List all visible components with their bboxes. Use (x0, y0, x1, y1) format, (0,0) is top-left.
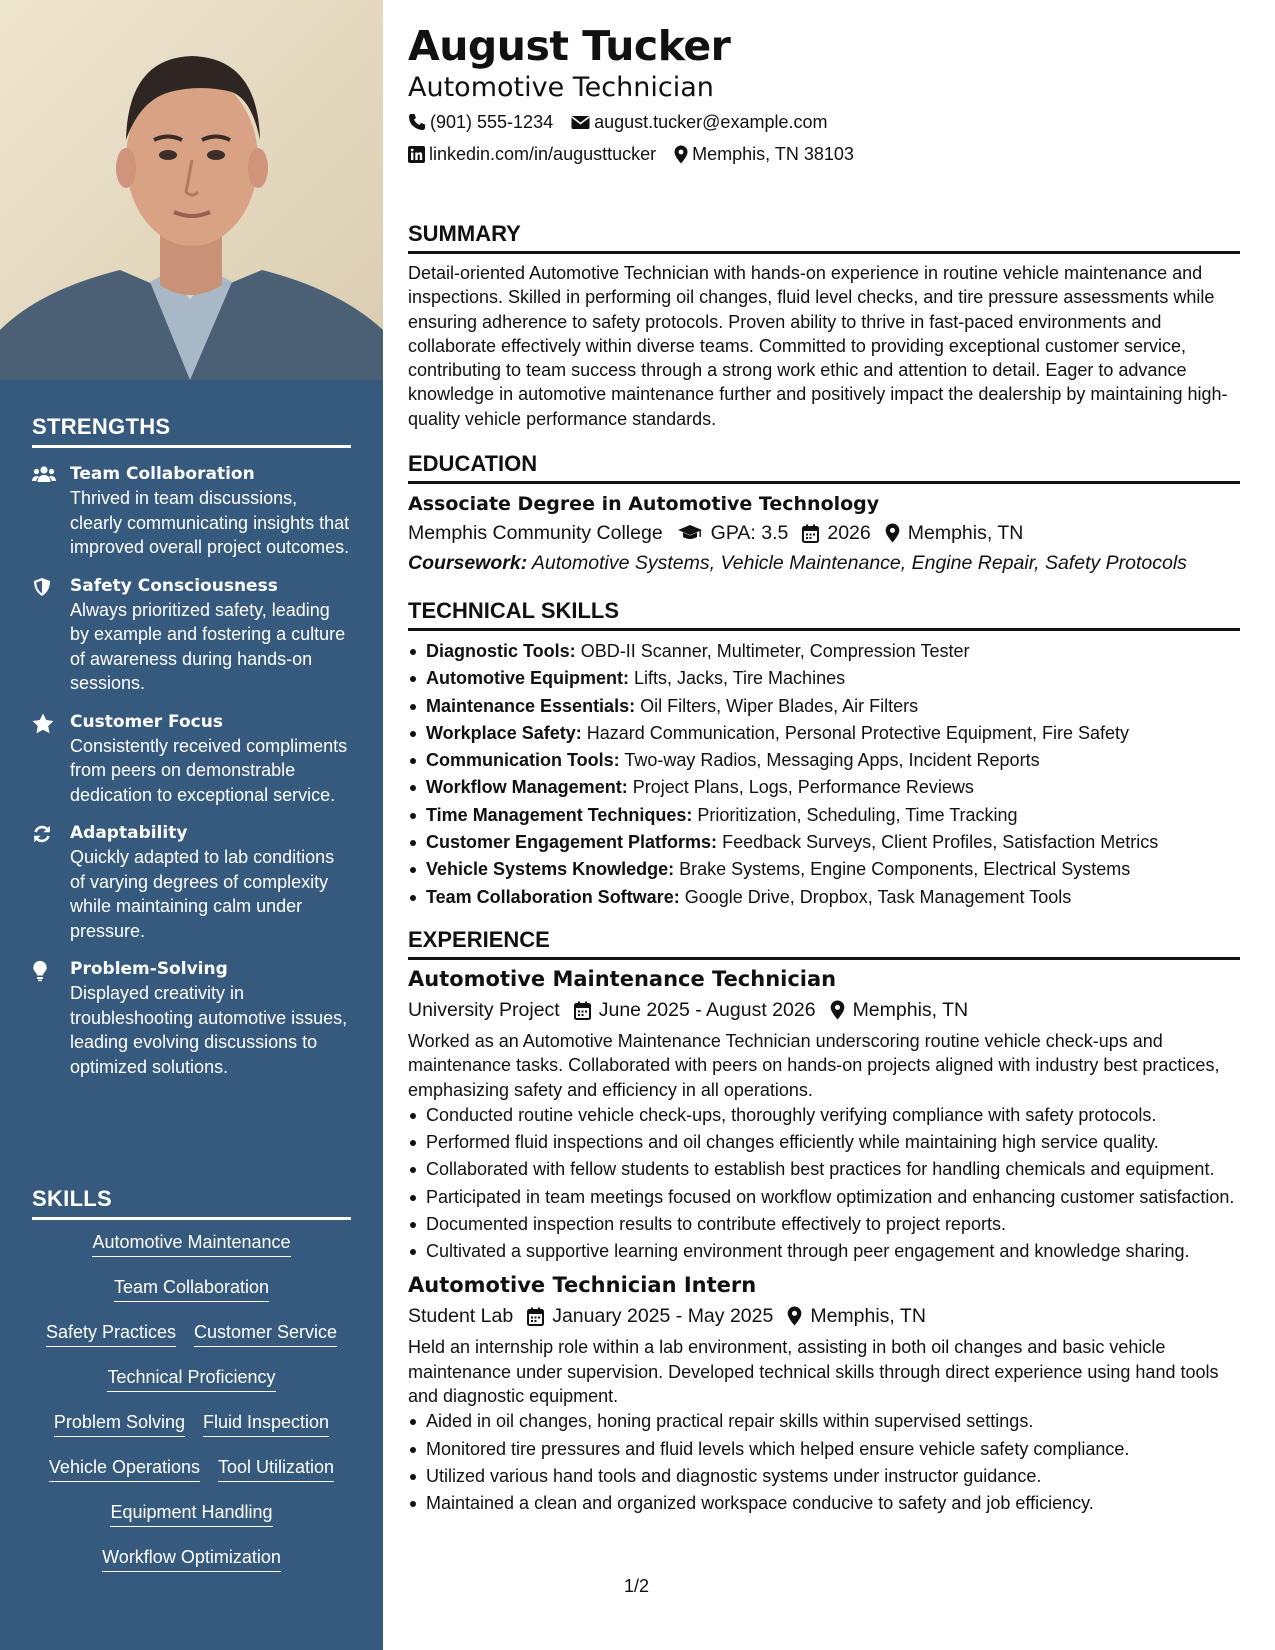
job-location (787, 1301, 926, 1331)
email-address: august.tucker@example.com (594, 112, 828, 132)
skill-label: Workflow Management: (426, 777, 628, 798)
job-location-text: Memphis, TN (810, 1305, 926, 1328)
technical-skills-title: TECHNICAL SKILLS (408, 597, 1240, 631)
summary-section (408, 220, 1240, 431)
coursework-list: Automotive Systems, Vehicle Maintenance, Engine Repair, Safety Protocols (531, 552, 1187, 574)
skill-value: Prioritization, Scheduling, Time Tracking (697, 804, 1018, 825)
map-pin-icon (674, 145, 688, 164)
skill-label: Time Management Techniques: (426, 804, 693, 825)
calendar-icon (527, 1307, 544, 1326)
candidate-role: Automotive Technician (408, 72, 714, 103)
skill-tag: Equipment Handling (110, 1500, 272, 1527)
gpa-item (677, 518, 789, 548)
graduation-year: 2026 (827, 522, 871, 544)
strength-item (32, 821, 351, 943)
skill-tag: Fluid Inspection (203, 1410, 329, 1437)
skill-tag: Team Collaboration (114, 1275, 269, 1302)
page-number: 1/2 (624, 1576, 650, 1596)
skill-label: Communication Tools: (426, 750, 620, 771)
list-item (408, 775, 1240, 800)
job-location (830, 995, 969, 1025)
sidebar (0, 0, 383, 1650)
skills-title: SKILLS (32, 1186, 351, 1220)
job-dates-text: January 2025 - May 2025 (552, 1305, 774, 1328)
strengths-section (32, 414, 351, 1079)
education-title: EDUCATION (408, 450, 1240, 484)
job-title: Automotive Maintenance Technician (408, 967, 837, 991)
strength-description: Thrived in team discussions, clearly communicating insights that improved overall project outcomes. (70, 488, 350, 557)
job-dates (527, 1301, 773, 1331)
skill-row (32, 1230, 351, 1275)
refresh-icon (32, 821, 70, 943)
skill-value: Google Drive, Dropbox, Task Management Tools (684, 886, 1072, 907)
email-contact[interactable] (571, 107, 827, 137)
skill-tag: Technical Proficiency (107, 1365, 275, 1392)
skill-label: Workplace Safety: (426, 722, 582, 743)
experience-title: EXPERIENCE (408, 926, 1240, 960)
profile-photo (0, 0, 383, 380)
phone-number: (901) 555-1234 (430, 112, 554, 132)
strength-description: Consistently received compliments from peers on demonstrable dedication to exceptional service. (70, 735, 348, 805)
skill-tag: Automotive Maintenance (92, 1230, 290, 1257)
list-item (408, 639, 1240, 664)
skill-label: Diagnostic Tools: (426, 641, 576, 661)
strength-item (32, 574, 351, 696)
skill-label: Vehicle Systems Knowledge: (426, 859, 675, 880)
education-section (408, 450, 1240, 578)
users-icon (32, 462, 70, 560)
job-dates-text: June 2025 - August 2026 (598, 999, 816, 1021)
list-item: Maintained a clean and organized workspace conducive to safety and job efficiency. (408, 1491, 1240, 1516)
education-location-text: Memphis, TN (907, 522, 1024, 544)
job-meta (408, 1301, 1240, 1331)
strength-item (32, 462, 351, 560)
strength-description: Always prioritized safety, leading by example and fostering a culture of awareness during hands-on sessions. (70, 599, 346, 693)
skill-row (32, 1275, 351, 1320)
map-pin-icon (830, 1000, 845, 1020)
job-summary: Held an internship role within a lab environment, assisting in both oil changes and basic vehicle maintenance under supervision. Developed technical skills through direct experience using hand tools and diagnostic equipment. (408, 1337, 1219, 1406)
skill-label: Customer Engagement Platforms: (426, 832, 718, 853)
education-meta (408, 518, 1240, 548)
job-summary: Worked as an Automotive Maintenance Technician underscoring routine vehicle check-ups and maintenance tasks. Collaborated with peers on hands-on projects aligned with industry best practices, emphasizing safety and efficiency in all operations. (408, 1031, 1220, 1100)
phone-contact[interactable] (408, 107, 553, 137)
education-location (885, 518, 1024, 548)
list-item (408, 694, 1240, 719)
job-bullets (408, 1409, 1240, 1516)
year-item (802, 518, 870, 548)
skill-row (32, 1500, 351, 1545)
strength-title: Team Collaboration (70, 464, 255, 484)
location-text: Memphis, TN 38103 (692, 144, 854, 164)
list-item (408, 803, 1240, 828)
linkedin-icon (408, 146, 425, 163)
resume-header (408, 20, 1240, 169)
list-item (408, 857, 1240, 882)
technical-skills-section (408, 597, 1240, 912)
calendar-icon (574, 1001, 591, 1020)
lightbulb-icon (32, 957, 70, 1079)
graduation-cap-icon (677, 524, 703, 542)
job-organization: University Project (408, 999, 560, 1021)
location-contact (674, 139, 854, 169)
job-title: Automotive Technician Intern (408, 1273, 757, 1298)
skill-label: Team Collaboration Software: (426, 886, 680, 907)
phone-icon (408, 113, 426, 131)
job-organization: Student Lab (408, 1305, 514, 1328)
skill-tag: Workflow Optimization (102, 1545, 281, 1572)
coursework-line (408, 548, 1240, 578)
skill-row (32, 1365, 351, 1410)
list-item (408, 666, 1240, 691)
skill-value: OBD-II Scanner, Multimeter, Compression Tester (580, 641, 970, 661)
degree-title: Associate Degree in Automotive Technology (408, 493, 880, 515)
strength-title: Adaptability (70, 823, 188, 843)
linkedin-contact[interactable] (408, 139, 656, 169)
list-item: Cultivated a supportive learning environment through peer engagement and knowledge sharing. (408, 1239, 1240, 1264)
gpa-value: GPA: 3.5 (710, 522, 789, 544)
skill-value: Oil Filters, Wiper Blades, Air Filters (640, 695, 919, 716)
map-pin-icon (885, 523, 900, 543)
skill-value: Lifts, Jacks, Tire Machines (634, 668, 846, 689)
summary-text: Detail-oriented Automotive Technician with hands-on experience in routine vehicle maintenance and inspections. Skilled in performing oil changes, fluid level checks, and tire pressure assessments while ensuring adherence to safety protocols. Proven ability to thrive in fast-paced environments and collaborate effectively within diverse teams. Committed to providing exceptional customer service, contributing to team success through a strong work ethic and attention to detail. Eager to advance knowledge in automotive maintenance further and positively impact the dealership by maintaining high-quality vehicle performance standards. (408, 263, 1228, 429)
job-location-text: Memphis, TN (852, 999, 969, 1021)
skill-tag: Safety Practices (46, 1320, 176, 1347)
list-item: Collaborated with fellow students to establish best practices for handling chemicals and equipment. (408, 1157, 1240, 1182)
coursework-label: Coursework: (408, 552, 528, 574)
skill-value: Feedback Surveys, Client Profiles, Satisfaction Metrics (722, 832, 1159, 853)
strength-title: Problem-Solving (70, 959, 228, 979)
skill-value: Hazard Communication, Personal Protective Equipment, Fire Safety (586, 722, 1129, 743)
job-meta (408, 995, 1240, 1025)
calendar-icon (802, 524, 819, 543)
experience-entry (408, 1270, 1240, 1516)
summary-title: SUMMARY (408, 220, 1240, 254)
list-item: Documented inspection results to contribute effectively to project reports. (408, 1212, 1240, 1237)
map-pin-icon (787, 1306, 802, 1326)
strengths-title: STRENGTHS (32, 414, 351, 448)
envelope-icon (571, 115, 590, 130)
job-dates (574, 995, 816, 1025)
technical-skills-list (408, 639, 1240, 910)
skill-value: Project Plans, Logs, Performance Reviews (632, 777, 974, 798)
skill-tag: Vehicle Operations (49, 1455, 200, 1482)
list-item (408, 721, 1240, 746)
list-item (408, 885, 1240, 910)
linkedin-url: linkedin.com/in/augusttucker (429, 144, 657, 164)
skill-tag: Problem Solving (54, 1410, 185, 1437)
list-item (408, 830, 1240, 855)
skill-row (32, 1545, 351, 1590)
contact-line (408, 107, 1240, 137)
list-item: Utilized various hand tools and diagnostic systems under instructor guidance. (408, 1464, 1240, 1489)
skill-value: Brake Systems, Engine Components, Electrical Systems (679, 859, 1131, 880)
school-name: Memphis Community College (408, 522, 663, 544)
strength-title: Customer Focus (70, 711, 223, 732)
strength-description: Quickly adapted to lab conditions of varying degrees of complexity while maintaining calm under pressure. (70, 847, 335, 941)
skill-value: Two-way Radios, Messaging Apps, Incident Reports (624, 750, 1040, 771)
list-item: Monitored tire pressures and fluid levels which helped ensure vehicle safety compliance. (408, 1437, 1240, 1462)
strength-description: Displayed creativity in troubleshooting automotive issues, leading evolving discussions to optimized solutions. (70, 983, 348, 1077)
skill-tag: Tool Utilization (218, 1455, 334, 1482)
skill-label: Automotive Equipment: (426, 668, 629, 689)
list-item: Conducted routine vehicle check-ups, thoroughly verifying compliance with safety protocols. (408, 1103, 1240, 1128)
strength-item (32, 957, 351, 1079)
list-item (408, 748, 1240, 773)
strength-title: Safety Consciousness (70, 575, 278, 596)
list-item: Performed fluid inspections and oil changes efficiently while maintaining high service quality. (408, 1130, 1240, 1155)
skills-section (32, 1186, 351, 1590)
job-bullets (408, 1103, 1240, 1264)
star-icon (32, 710, 70, 808)
candidate-name: August Tucker (408, 22, 731, 70)
skill-row (32, 1410, 351, 1455)
experience-entry (408, 964, 1240, 1264)
skill-row (32, 1455, 351, 1500)
contact-line (408, 139, 1240, 169)
skill-label: Maintenance Essentials: (426, 695, 636, 716)
shield-icon (32, 574, 70, 696)
list-item: Aided in oil changes, honing practical repair skills within supervised settings. (408, 1409, 1240, 1434)
skill-tags (32, 1230, 351, 1590)
skill-tag: Customer Service (194, 1320, 337, 1347)
list-item: Participated in team meetings focused on workflow optimization and enhancing customer satisfaction. (408, 1185, 1240, 1210)
skill-row (32, 1320, 351, 1365)
strength-item (32, 710, 351, 808)
experience-section (408, 926, 1240, 1518)
